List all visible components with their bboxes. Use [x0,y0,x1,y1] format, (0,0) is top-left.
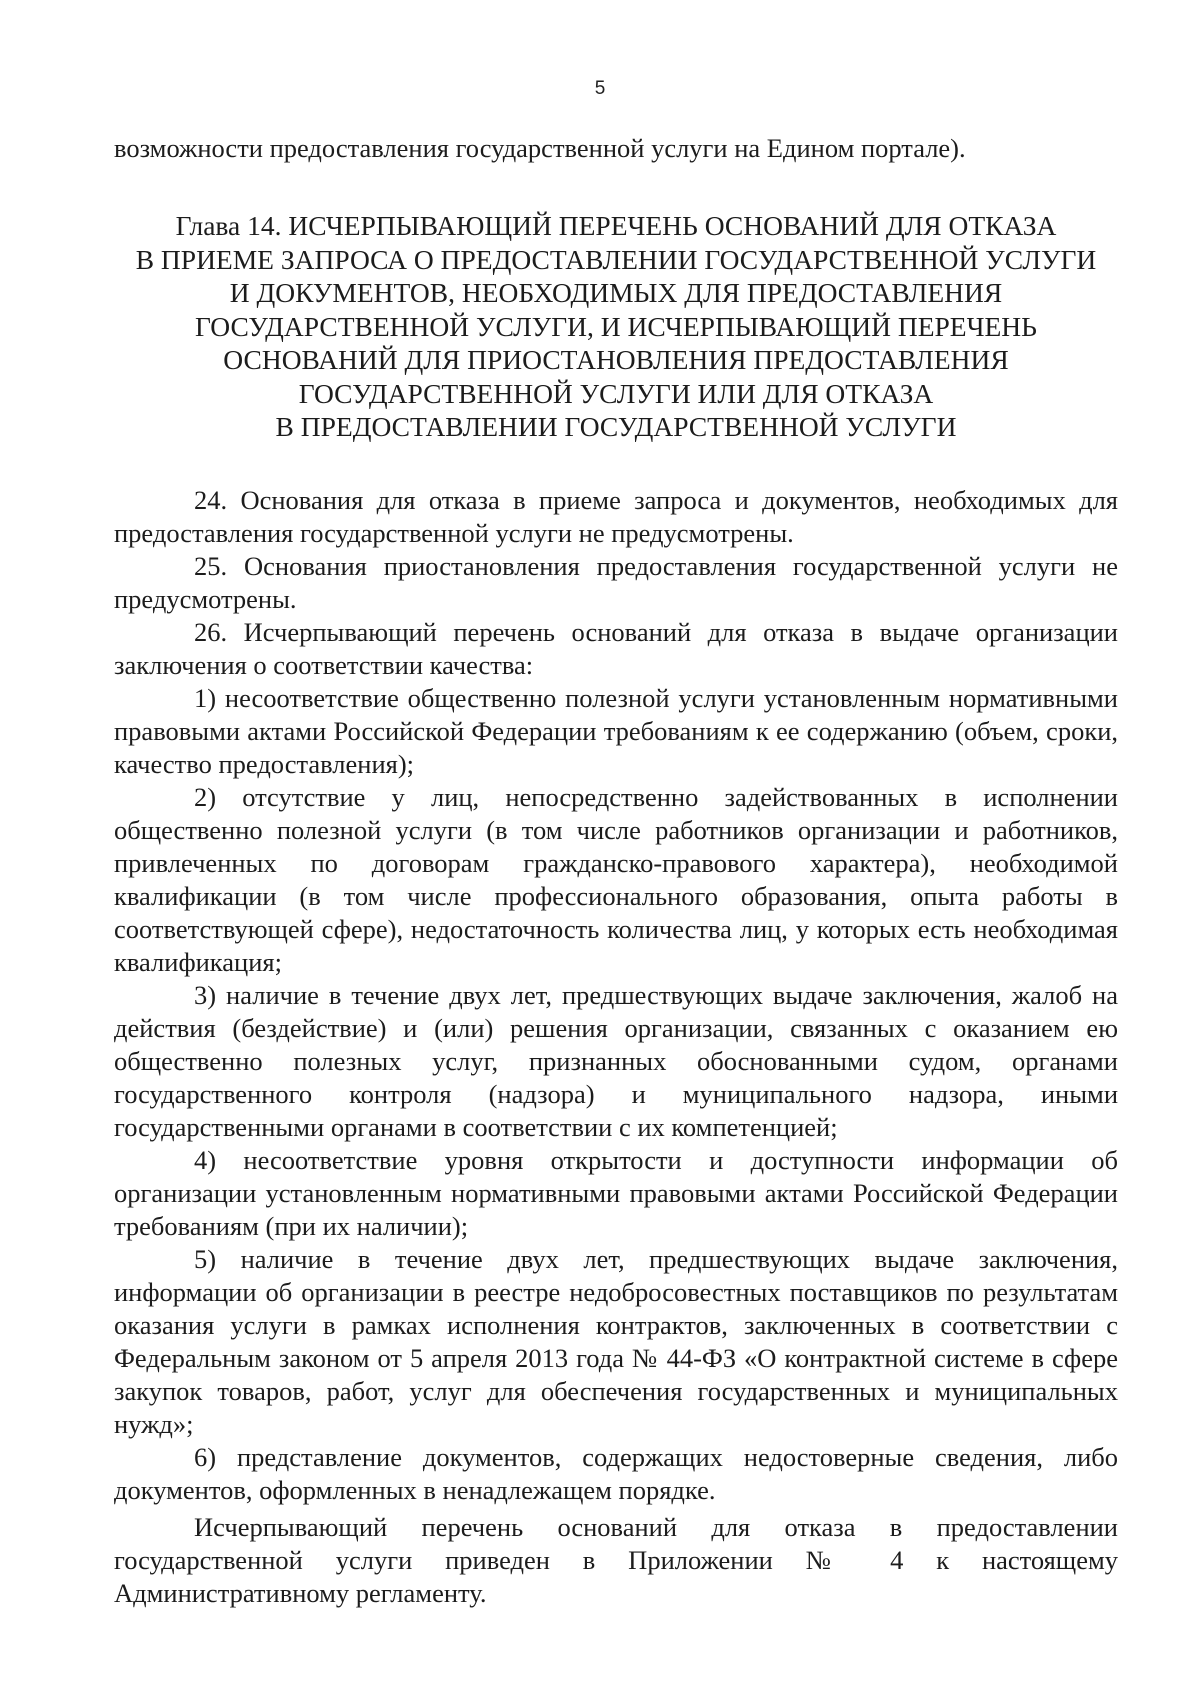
list-item-1: 1) несоответствие общественно полезной услуги установленным нормативными правовыми актами Российской Федерации требованиям к ее содержанию (объем, сроки, качество предоставления); [114,682,1118,779]
paragraph-26: 26. Исчерпывающий перечень оснований для отказа в выдаче организации заключения о соответствии качества: [114,616,1118,680]
list-item-2: 2) отсутствие у лиц, непосредственно задействованных в исполнении общественно полезной услуги (в том числе работников организации и работников, привлеченных по договорам гражданско-правового характера), необходимой квалификации (в том числе профессионального образования, опыта работы в соответствующей сфере), недостаточность количества лиц, у которых есть необходимая квалификация; [114,781,1118,977]
chapter-heading-line: В ПРЕДОСТАВЛЕНИИ ГОСУДАРСТВЕННОЙ УСЛУГИ [275,411,957,442]
page-number: 5 [594,78,606,99]
paragraph-24: 24. Основания для отказа в приеме запроса и документов, необходимых для предоставления государственной услуги не предусмотрены. [114,484,1118,548]
chapter-heading-line: ОСНОВАНИЙ ДЛЯ ПРИОСТАНОВЛЕНИЯ ПРЕДОСТАВЛЕНИЯ [223,344,1009,375]
paragraph-25: 25. Основания приостановления предоставления государственной услуги не предусмотрены. [114,550,1118,614]
chapter-heading-line: ГОСУДАРСТВЕННОЙ УСЛУГИ ИЛИ ДЛЯ ОТКАЗА [298,377,934,409]
chapter-heading-line: Глава 14. ИСЧЕРПЫВАЮЩИЙ ПЕРЕЧЕНЬ ОСНОВАНИЙ ДЛЯ ОТКАЗА [175,210,1057,241]
list-item-6: 6) представление документов, содержащих недостоверные сведения, либо документов, оформленных в ненадлежащем порядке. [114,1441,1118,1505]
list-item-4: 4) несоответствие уровня открытости и доступности информации об организации установленным нормативными правовыми актами Российской Федерации требованиям (при их наличии); [114,1144,1118,1241]
chapter-heading-line: В ПРИЕМЕ ЗАПРОСА О ПРЕДОСТАВЛЕНИИ ГОСУДАРСТВЕННОЙ УСЛУГИ [135,243,1097,275]
chapter-heading-line: И ДОКУМЕНТОВ, НЕОБХОДИМЫХ ДЛЯ ПРЕДОСТАВЛЕНИЯ [229,277,1003,308]
closing-paragraph: Исчерпывающий перечень оснований для отказа в предоставлении государственной услуги приведен в Приложении № 4 к настоящему Административному регламенту. [114,1511,1118,1608]
chapter-heading-line: ГОСУДАРСТВЕННОЙ УСЛУГИ, И ИСЧЕРПЫВАЮЩИЙ ПЕРЕЧЕНЬ [195,310,1037,342]
continued-text-line: возможности предоставления государственной услуги на Едином портале). [114,133,966,163]
document-body [114,132,1118,1610]
chapter-heading [114,209,1118,444]
list-item-5: 5) наличие в течение двух лет, предшествующих выдаче заключения, информации об организации в реестре недобросовестных поставщиков по результатам оказания услуги в рамках исполнения контрактов, заключенных в соответствии с Федеральным законом от 5 апреля 2013 года № 44-ФЗ «О контрактной системе в сфере закупок товаров, работ, услуг для обеспечения государственных и муниципальных нужд»; [114,1243,1118,1439]
list-item-3: 3) наличие в течение двух лет, предшествующих выдаче заключения, жалоб на действия (бездействие) и (или) решения организации, связанных с оказанием ею общественно полезных услуг, признанных обоснованными судом, органами государственного контроля (надзора) и муниципального надзора, иными государственными органами в соответствии с их компетенцией; [114,979,1118,1142]
